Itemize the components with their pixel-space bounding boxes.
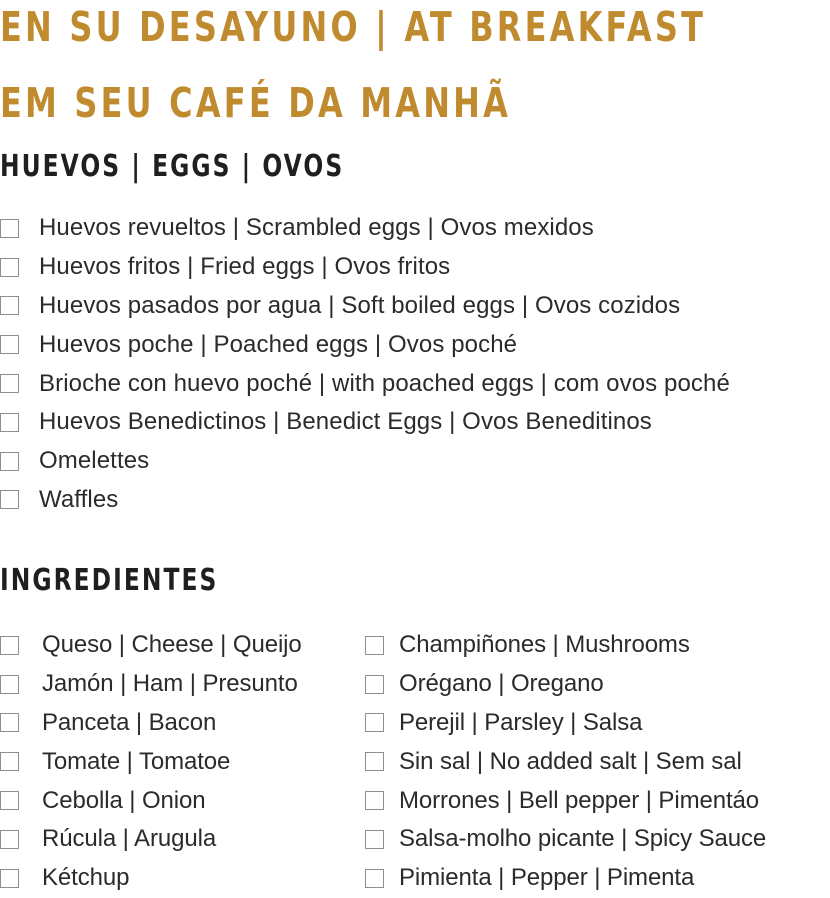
checklist-item[interactable] xyxy=(0,859,302,898)
checklist-item[interactable] xyxy=(365,626,766,665)
checkbox[interactable] xyxy=(365,791,384,810)
checklist-item-label: Omelettes xyxy=(39,447,150,475)
checkbox[interactable] xyxy=(365,636,384,655)
checklist-item-label: Huevos pasados por agua | Soft boiled eggs | Ovos cozidos xyxy=(39,291,681,319)
checklist-item-label: Queso | Cheese | Queijo xyxy=(42,631,302,659)
checkbox[interactable] xyxy=(365,675,384,694)
checklist-item[interactable] xyxy=(0,626,302,665)
checkbox[interactable] xyxy=(0,413,19,432)
checklist-item-label: Panceta | Bacon xyxy=(42,708,217,736)
checklist-item[interactable] xyxy=(0,403,730,442)
checklist-item-label: Brioche con huevo poché | with poached eggs | com ovos poché xyxy=(39,369,730,397)
checklist-item-label: Huevos fritos | Fried eggs | Ovos fritos xyxy=(39,253,451,281)
ingredients-checklist-left xyxy=(0,626,302,898)
checklist-item[interactable] xyxy=(365,665,766,704)
checklist-item[interactable] xyxy=(0,364,730,403)
eggs-checklist xyxy=(0,209,730,519)
checkbox[interactable] xyxy=(0,452,19,471)
checklist-item-label: Morrones | Bell pepper | Pimentáo xyxy=(399,786,760,814)
checklist-item-label: Cebolla | Onion xyxy=(42,786,206,814)
checklist-item[interactable] xyxy=(0,481,730,520)
checkbox[interactable] xyxy=(0,296,19,315)
checkbox[interactable] xyxy=(0,258,19,277)
checklist-item[interactable] xyxy=(0,248,730,287)
checklist-item-label: Kétchup xyxy=(42,864,130,892)
checklist-item-label: Huevos poche | Poached eggs | Ovos poché xyxy=(39,330,518,358)
checklist-item-label: Jamón | Ham | Presunto xyxy=(42,670,298,698)
checklist-item[interactable] xyxy=(0,209,730,248)
checklist-item[interactable] xyxy=(365,742,766,781)
checkbox[interactable] xyxy=(0,374,19,393)
checklist-item[interactable] xyxy=(0,704,302,743)
ingredients-checklist-right xyxy=(365,626,766,898)
checkbox[interactable] xyxy=(0,675,19,694)
checklist-item-label: Pimienta | Pepper | Pimenta xyxy=(399,864,695,892)
checkbox[interactable] xyxy=(0,713,19,732)
checklist-item-label: Champiñones | Mushrooms xyxy=(399,631,690,659)
checkbox[interactable] xyxy=(365,869,384,888)
checkbox[interactable] xyxy=(0,869,19,888)
checklist-item-label: Orégano | Oregano xyxy=(399,670,604,698)
eggs-section-heading: HUEVOS | EGGS | OVOS xyxy=(0,149,345,184)
checkbox[interactable] xyxy=(0,490,19,509)
checkbox[interactable] xyxy=(0,335,19,354)
checklist-item-label: Salsa-molho picante | Spicy Sauce xyxy=(399,825,767,853)
checklist-item[interactable] xyxy=(365,859,766,898)
checkbox[interactable] xyxy=(0,752,19,771)
checkbox[interactable] xyxy=(365,830,384,849)
page-title-line-2: EM SEU CAFÉ DA MANHÃ xyxy=(0,79,512,127)
checklist-item[interactable] xyxy=(0,781,302,820)
checklist-item[interactable] xyxy=(0,820,302,859)
checkbox[interactable] xyxy=(0,830,19,849)
page-title-line-1: EN SU DESAYUNO | AT BREAKFAST xyxy=(0,3,707,51)
checklist-item-label: Rúcula | Arugula xyxy=(42,825,217,853)
checklist-item-label: Tomate | Tomatoe xyxy=(42,747,231,775)
checklist-item-label: Waffles xyxy=(39,485,119,513)
checklist-item[interactable] xyxy=(0,442,730,481)
checkbox[interactable] xyxy=(0,636,19,655)
checklist-item[interactable] xyxy=(365,704,766,743)
checklist-item[interactable] xyxy=(0,325,730,364)
checklist-item-label: Perejil | Parsley | Salsa xyxy=(399,708,643,736)
checklist-item-label: Sin sal | No added salt | Sem sal xyxy=(399,747,742,775)
checklist-item[interactable] xyxy=(0,742,302,781)
checklist-item-label: Huevos revueltos | Scrambled eggs | Ovos mexidos xyxy=(39,214,594,242)
ingredients-section-heading: INGREDIENTES xyxy=(0,563,219,598)
checkbox[interactable] xyxy=(0,791,19,810)
checklist-item[interactable] xyxy=(365,781,766,820)
checkbox[interactable] xyxy=(0,219,19,238)
checkbox[interactable] xyxy=(365,713,384,732)
checklist-item[interactable] xyxy=(365,820,766,859)
checklist-item[interactable] xyxy=(0,665,302,704)
checklist-item[interactable] xyxy=(0,287,730,326)
checkbox[interactable] xyxy=(365,752,384,771)
checklist-item-label: Huevos Benedictinos | Benedict Eggs | Ovos Beneditinos xyxy=(39,408,652,436)
